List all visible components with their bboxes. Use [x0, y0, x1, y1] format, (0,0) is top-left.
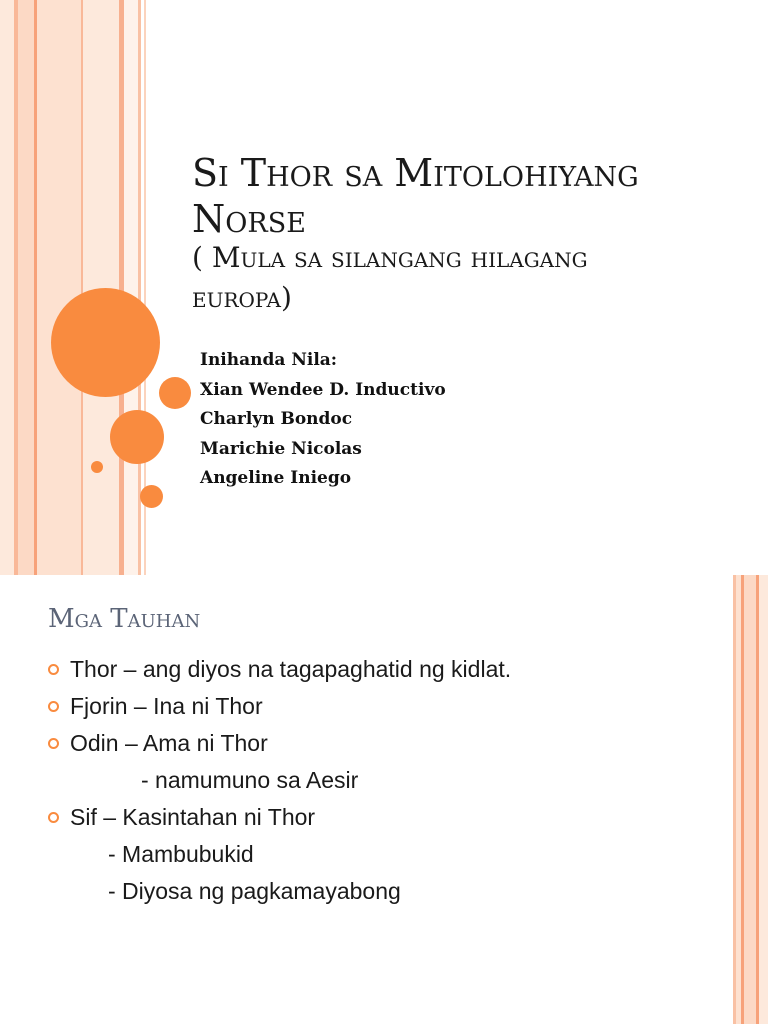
- slide-title: [192, 150, 732, 242]
- decorative-stripe: [759, 575, 768, 1024]
- list-item: [48, 799, 511, 836]
- decorative-stripe: [0, 0, 14, 575]
- decorative-stripe: [138, 0, 141, 575]
- decorative-circle-small: [140, 485, 163, 508]
- decorative-circle-medium: [110, 410, 164, 464]
- bullet-icon: [48, 738, 59, 749]
- author-list: [200, 346, 446, 494]
- slide-heading: Mga Tauhan: [48, 604, 201, 634]
- subtitle-line-1: ( Mula sa silangang hilagang: [192, 241, 588, 274]
- title-line-1: Si Thor sa Mitolohiyang: [192, 151, 639, 195]
- characters-slide: [0, 575, 768, 1024]
- list-item-text: - Diyosa ng pagkamayabong: [108, 878, 401, 904]
- decorative-stripe: [744, 575, 756, 1024]
- bullet-icon: [48, 701, 59, 712]
- slide-subtitle: [192, 238, 732, 318]
- list-item: [48, 651, 511, 688]
- author-name: Marichie Nicolas: [200, 438, 362, 459]
- subtitle-line-2: europa): [192, 281, 292, 314]
- decorative-circle-small: [159, 377, 191, 409]
- title-line-2: Norse: [192, 197, 306, 241]
- author-name: Charlyn Bondoc: [200, 409, 353, 429]
- list-item-text: - namumuno sa Aesir: [141, 767, 359, 793]
- bullet-icon: [48, 664, 59, 675]
- authors-heading: Inihanda Nila:: [200, 350, 338, 370]
- author-name: Angeline Iniego: [200, 468, 352, 488]
- list-item-text: Fjorin – Ina ni Thor: [70, 693, 263, 719]
- decorative-stripe: [124, 0, 138, 575]
- list-item-text: Sif – Kasintahan ni Thor: [70, 804, 316, 830]
- decorative-circle-large: [51, 288, 160, 397]
- list-item: [48, 725, 511, 762]
- list-subitem: [48, 873, 511, 910]
- list-subitem: [48, 836, 511, 873]
- list-item-text: Thor – ang diyos na tagapaghatid ng kidlat.: [70, 656, 512, 682]
- list-item: [48, 688, 511, 725]
- bullet-icon: [48, 812, 59, 823]
- character-list: [48, 651, 511, 910]
- list-item-text: Odin – Ama ni Thor: [70, 730, 268, 756]
- list-item-text: - Mambubukid: [108, 841, 254, 867]
- decorative-stripe: [37, 0, 81, 575]
- author-name: Xian Wendee D. Inductivo: [200, 379, 446, 400]
- decorative-circle-tiny: [91, 461, 103, 473]
- list-subitem: [48, 762, 511, 799]
- decorative-stripe: [18, 0, 34, 575]
